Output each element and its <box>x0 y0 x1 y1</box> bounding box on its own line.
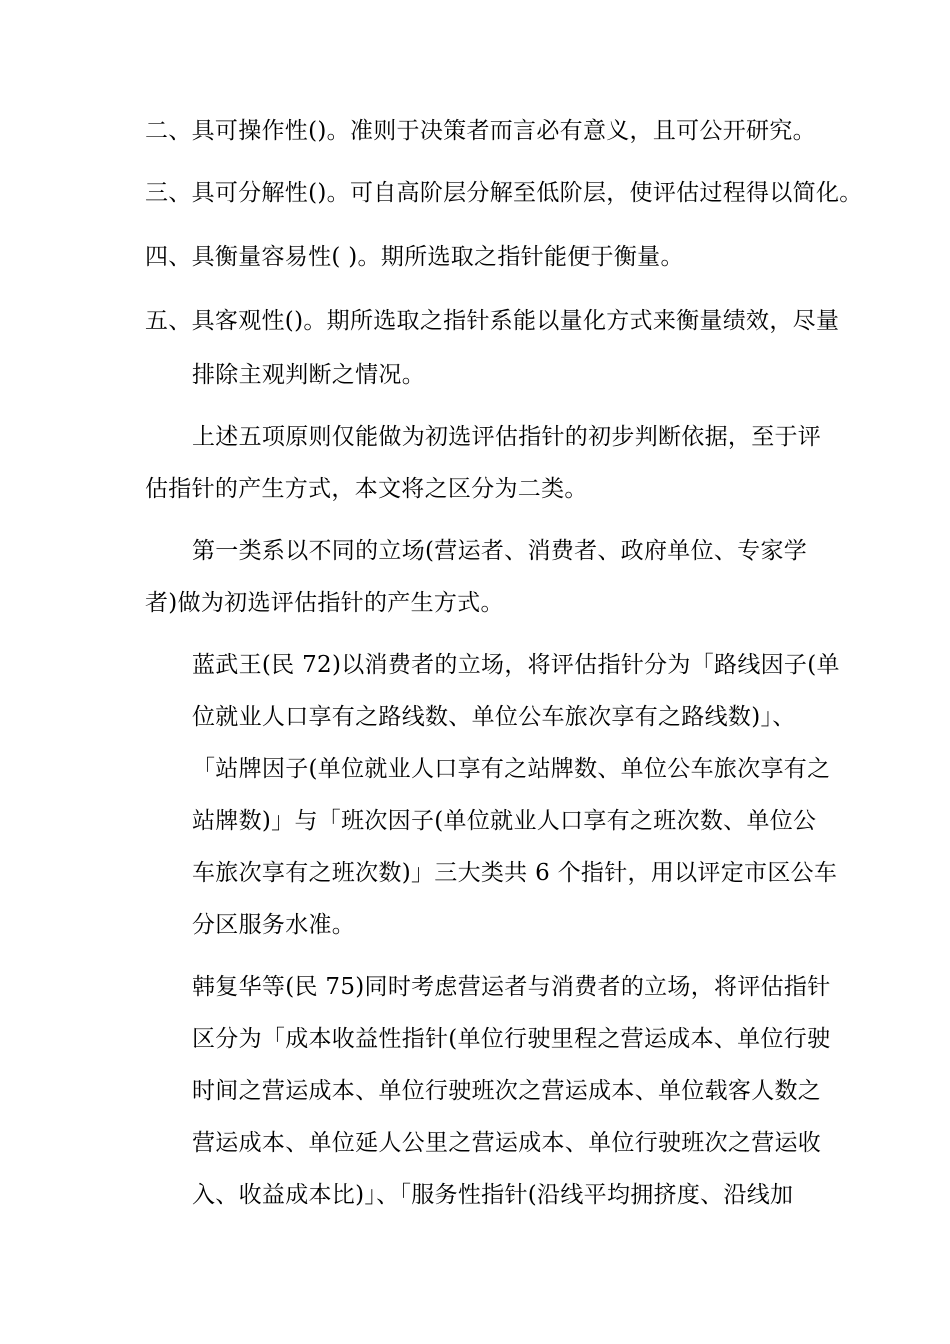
paragraph-type1-line-1: 第一类系以不同的立场(营运者、消费者、政府单位、专家学 <box>192 538 808 564</box>
paragraph-lan-line-3: 「站牌因子(单位就业人口享有之站牌数、单位公车旅次享有之 <box>192 756 831 782</box>
paragraph-han-line-2: 区分为「成本收益性指针(单位行驶里程之营运成本、单位行驶 <box>192 1026 831 1052</box>
criterion-5-continuation: 排除主观判断之情况。 <box>192 362 425 388</box>
paragraph-han-line-1: 韩复华等(民 75)同时考虑营运者与消费者的立场，将评估指针 <box>192 974 831 1000</box>
paragraph-lan-line-6: 分区服务水准。 <box>192 912 356 938</box>
paragraph-type1-line-2: 者)做为初选评估指针的产生方式。 <box>145 590 504 616</box>
paragraph-han-line-4: 营运成本、单位延人公里之营运成本、单位行驶班次之营运收 <box>192 1130 822 1156</box>
criterion-4-line: 四、具衡量容易性( )。期所选取之指针能便于衡量。 <box>145 244 684 270</box>
paragraph-summary-line-1: 上述五项原则仅能做为初选评估指针的初步判断依据，至于评 <box>192 424 822 450</box>
criterion-5-line: 五、具客观性()。期所选取之指针系能以量化方式来衡量绩效，尽量 <box>145 308 840 334</box>
paragraph-lan-line-4: 站牌数)」与「班次因子(单位就业人口享有之班次数、单位公 <box>192 808 817 834</box>
paragraph-lan-line-5: 车旅次享有之班次数)」三大类共 6 个指针，用以评定市区公车 <box>192 860 838 886</box>
criterion-3-line: 三、具可分解性()。可自高阶层分解至低阶层，使评估过程得以简化。 <box>145 180 863 206</box>
paragraph-lan-line-1: 蓝武王(民 72)以消费者的立场，将评估指针分为「路线因子(单 <box>192 652 840 678</box>
paragraph-summary-line-2: 估指针的产生方式，本文将之区分为二类。 <box>145 476 588 502</box>
criterion-2-line: 二、具可操作性()。准则于决策者而言必有意义，且可公开研究。 <box>145 118 816 144</box>
paragraph-lan-line-2: 位就业人口享有之路线数、单位公车旅次享有之路线数)」、 <box>192 704 796 730</box>
paragraph-han-line-3: 时间之营运成本、单位行驶班次之营运成本、单位载客人数之 <box>192 1078 822 1104</box>
paragraph-han-line-5: 入、收益成本比)」、「服务性指针(沿线平均拥挤度、沿线加 <box>192 1182 794 1208</box>
